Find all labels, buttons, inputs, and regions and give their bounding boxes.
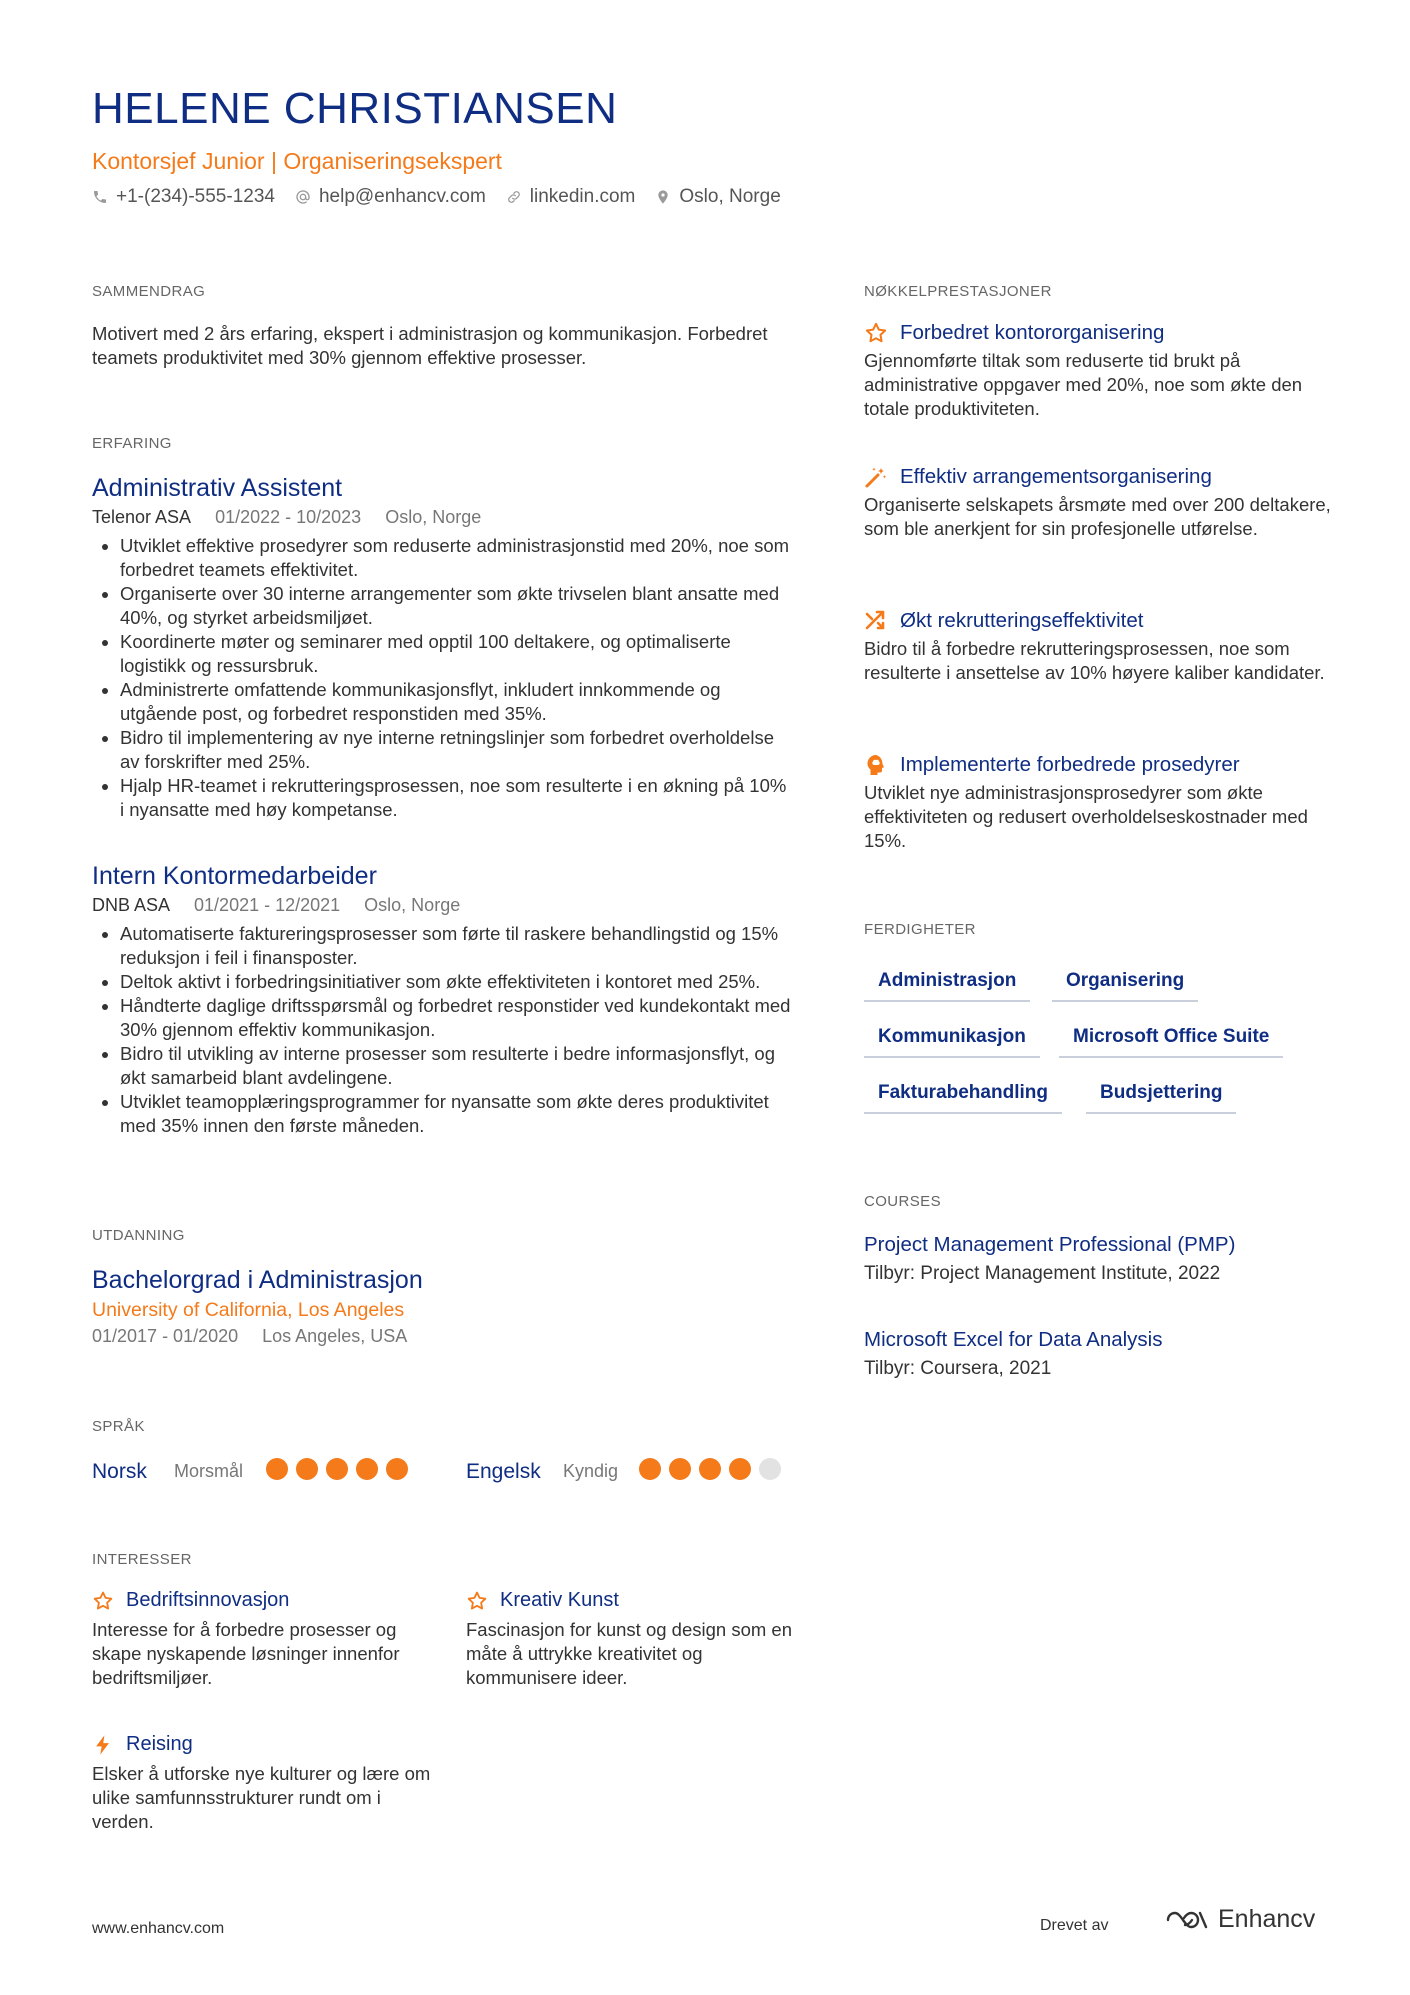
interests-section-title: INTERESSER bbox=[92, 1551, 192, 1568]
achievement-text: Organiserte selskapets årsmøte med over 200 deltakere, som ble anerkjent for sin profesjonelle utførelse. bbox=[864, 494, 1331, 539]
location-text: Oslo, Norge bbox=[679, 186, 781, 207]
achievement-text: Utviklet nye administrasjonsprosedyrer som økte effektiviteten og redusert overholdelseskostnader med 15%. bbox=[864, 782, 1308, 851]
education-meta bbox=[92, 1326, 792, 1347]
star-icon bbox=[864, 321, 888, 345]
candidate-subtitle: Kontorsjef Junior | Organiseringsekspert bbox=[92, 148, 502, 174]
job-bullet: • Administrerte omfattende kommunikasjonsflyt, inkludert innkommende og utgående post, og forbedret responstiden med 35%. bbox=[120, 678, 792, 726]
job-title: Administrativ Assistent bbox=[92, 474, 343, 502]
interest-title: Bedriftsinnovasjon bbox=[126, 1589, 290, 1611]
language-level: Morsmål bbox=[174, 1461, 244, 1481]
enhancv-logo-icon bbox=[1162, 1907, 1210, 1933]
location-pin-icon bbox=[655, 189, 671, 205]
contact-bar bbox=[92, 186, 801, 208]
rating-dot bbox=[356, 1458, 378, 1480]
job-bullets bbox=[92, 534, 792, 822]
interest-title: Kreativ Kunst bbox=[500, 1589, 619, 1611]
summary-text: Motivert med 2 års erfaring, ekspert i administrasjon og kommunikasjon. Forbedret teamets produktivitet med 30% gjennom effektive prosesser. bbox=[92, 323, 768, 368]
achievement-item bbox=[864, 321, 1344, 421]
skill-tag: Kommunikasjon bbox=[864, 1026, 1040, 1058]
job-bullet: • Utviklet teamopplæringsprogrammer for nyansatte som økte deres produktivitet med 35% innen den første måneden. bbox=[120, 1090, 792, 1138]
footer-logo[interactable] bbox=[1162, 1905, 1315, 1934]
language-name: Engelsk bbox=[466, 1459, 541, 1483]
courses-section-title: COURSES bbox=[864, 1193, 941, 1210]
job-bullet: • Automatiserte faktureringsprosesser som førte til raskere behandlingstid og 15% reduksjon i feil i finansposter. bbox=[120, 922, 792, 970]
interest-text: Interesse for å forbedre prosesser og skape nyskapende løsninger innenfor bedriftsmiljøer. bbox=[92, 1619, 400, 1688]
job-location: Oslo, Norge bbox=[385, 507, 482, 527]
language-rating bbox=[266, 1458, 416, 1485]
job-meta bbox=[92, 895, 792, 916]
job-bullet: • Deltok aktivt i forbedringsinitiativer som økte effektiviteten i kontoret med 25%. bbox=[120, 970, 792, 994]
interest-title: Reising bbox=[126, 1733, 193, 1755]
course-provider: Tilbyr: Coursera, 2021 bbox=[864, 1358, 1052, 1379]
phone-text: +1-(234)-555-1234 bbox=[116, 186, 275, 207]
degree-title: Bachelorgrad i Administrasjon bbox=[92, 1266, 423, 1294]
education-location: Los Angeles, USA bbox=[262, 1326, 408, 1346]
skill-tag: Administrasjon bbox=[864, 970, 1030, 1002]
rating-dot bbox=[729, 1458, 751, 1480]
job-bullet: • Bidro til implementering av nye interne retningslinjer som forbedret overholdelse av forskrifter med 25%. bbox=[120, 726, 792, 774]
job-bullet: • Organiserte over 30 interne arrangementer som økte trivselen blant ansatte med 40%, og styrket arbeidsmiljøet. bbox=[120, 582, 792, 630]
job-dates: 01/2021 - 12/2021 bbox=[194, 895, 341, 915]
job-dates: 01/2022 - 10/2023 bbox=[215, 507, 362, 527]
rating-dot bbox=[266, 1458, 288, 1480]
email-text: help@enhancv.com bbox=[318, 186, 486, 207]
contact-email[interactable] bbox=[295, 186, 486, 208]
achievement-item bbox=[864, 609, 1344, 685]
achievement-text: Gjennomførte tiltak som reduserte tid brukt på administrative oppgaver med 20%, noe som økte den totale produktiviteten. bbox=[864, 350, 1303, 419]
achievement-text: Bidro til å forbedre rekrutteringsprosessen, noe som resulterte i ansettelse av 10% høyere kaliber kandidater. bbox=[864, 638, 1325, 683]
skill-tag: Fakturabehandling bbox=[864, 1082, 1062, 1114]
skill-tag: Budsjettering bbox=[1086, 1082, 1236, 1114]
footer-powered-by: Drevet av bbox=[1040, 1917, 1109, 1934]
link-icon bbox=[506, 189, 522, 205]
course-title: Microsoft Excel for Data Analysis bbox=[864, 1328, 1163, 1351]
languages-section-title: SPRÅK bbox=[92, 1418, 145, 1435]
rating-dot bbox=[639, 1458, 661, 1480]
job-bullet: • Utviklet effektive prosedyrer som reduserte administrasjonstid med 20%, noe som forbedret teamets effektivitet. bbox=[120, 534, 792, 582]
job-company: Telenor ASA bbox=[92, 507, 192, 527]
language-level: Kyndig bbox=[563, 1461, 619, 1481]
job-bullet: • Koordinerte møter og seminarer med opptil 100 deltakere, og optimaliserte logistikk og ressursbruk. bbox=[120, 630, 792, 678]
magic-wand-icon bbox=[864, 465, 888, 489]
contact-linkedin[interactable] bbox=[506, 186, 636, 208]
experience-entry bbox=[92, 862, 792, 1138]
rating-dot bbox=[759, 1458, 781, 1480]
linkedin-text: linkedin.com bbox=[529, 186, 636, 207]
achievement-item bbox=[864, 465, 1344, 541]
job-bullet: • Bidro til utvikling av interne prosesser som resulterte i bedre informasjonsflyt, og økt samarbeid blant avdelingene. bbox=[120, 1042, 792, 1090]
interest-text: Elsker å utforske nye kulturer og lære om ulike samfunnsstrukturer rundt om i verden. bbox=[92, 1763, 431, 1832]
course-item bbox=[864, 1233, 1344, 1285]
lightning-icon bbox=[92, 1734, 114, 1756]
achievement-title: Forbedret kontororganisering bbox=[900, 321, 1165, 344]
footer-url[interactable]: www.enhancv.com bbox=[92, 1920, 225, 1937]
job-company: DNB ASA bbox=[92, 895, 171, 915]
job-bullet: • Håndterte daglige driftsspørsmål og forbedret responstider ved kundekontakt med 30% gjennom effektiv kommunikasjon. bbox=[120, 994, 792, 1042]
contact-location bbox=[655, 186, 780, 208]
footer-brand: Enhancv bbox=[1218, 1905, 1316, 1933]
experience-section-title: ERFARING bbox=[92, 435, 172, 452]
experience-entry bbox=[92, 474, 792, 822]
achievements-section-title: NØKKELPRESTASJONER bbox=[864, 283, 1052, 300]
shuffle-icon bbox=[864, 609, 888, 633]
course-title: Project Management Professional (PMP) bbox=[864, 1233, 1236, 1256]
language-item bbox=[466, 1458, 789, 1485]
summary-section-title: SAMMENDRAG bbox=[92, 283, 206, 300]
education-section-title: UTDANNING bbox=[92, 1227, 185, 1244]
interest-item bbox=[92, 1589, 432, 1690]
rating-dot bbox=[669, 1458, 691, 1480]
candidate-name: HELENE CHRISTIANSEN bbox=[92, 84, 618, 133]
interest-text: Fascinasjon for kunst og design som en måte å uttrykke kreativitet og kommunisere ideer. bbox=[466, 1619, 792, 1688]
interest-item bbox=[466, 1589, 806, 1690]
job-title: Intern Kontormedarbeider bbox=[92, 862, 377, 890]
skill-tag: Organisering bbox=[1052, 970, 1198, 1002]
job-meta bbox=[92, 507, 792, 528]
brain-icon bbox=[864, 753, 888, 777]
rating-dot bbox=[386, 1458, 408, 1480]
job-bullets bbox=[92, 922, 792, 1138]
course-item bbox=[864, 1328, 1344, 1380]
school-name: University of California, Los Angeles bbox=[92, 1299, 405, 1321]
language-name: Norsk bbox=[92, 1459, 147, 1483]
star-icon bbox=[92, 1590, 114, 1612]
contact-phone[interactable] bbox=[92, 186, 275, 208]
interest-item bbox=[92, 1733, 432, 1834]
rating-dot bbox=[326, 1458, 348, 1480]
achievement-title: Implementerte forbedrede prosedyrer bbox=[900, 753, 1240, 776]
job-bullet: • Hjalp HR-teamet i rekrutteringsprosessen, noe som resulterte i en økning på 10% i nyansatte med høy kompetanse. bbox=[120, 774, 792, 822]
phone-icon bbox=[92, 189, 108, 205]
language-item bbox=[92, 1458, 416, 1485]
course-provider: Tilbyr: Project Management Institute, 2022 bbox=[864, 1263, 1221, 1284]
rating-dot bbox=[296, 1458, 318, 1480]
rating-dot bbox=[699, 1458, 721, 1480]
achievement-item bbox=[864, 753, 1344, 853]
education-entry bbox=[92, 1266, 792, 1347]
skills-section-title: FERDIGHETER bbox=[864, 921, 976, 938]
achievement-title: Økt rekrutteringseffektivitet bbox=[900, 609, 1144, 632]
at-icon bbox=[295, 189, 311, 205]
language-rating bbox=[639, 1458, 789, 1485]
achievement-title: Effektiv arrangementsorganisering bbox=[900, 465, 1212, 488]
job-location: Oslo, Norge bbox=[364, 895, 461, 915]
skill-tag: Microsoft Office Suite bbox=[1059, 1026, 1283, 1058]
education-dates: 01/2017 - 01/2020 bbox=[92, 1326, 239, 1346]
star-icon bbox=[466, 1590, 488, 1612]
